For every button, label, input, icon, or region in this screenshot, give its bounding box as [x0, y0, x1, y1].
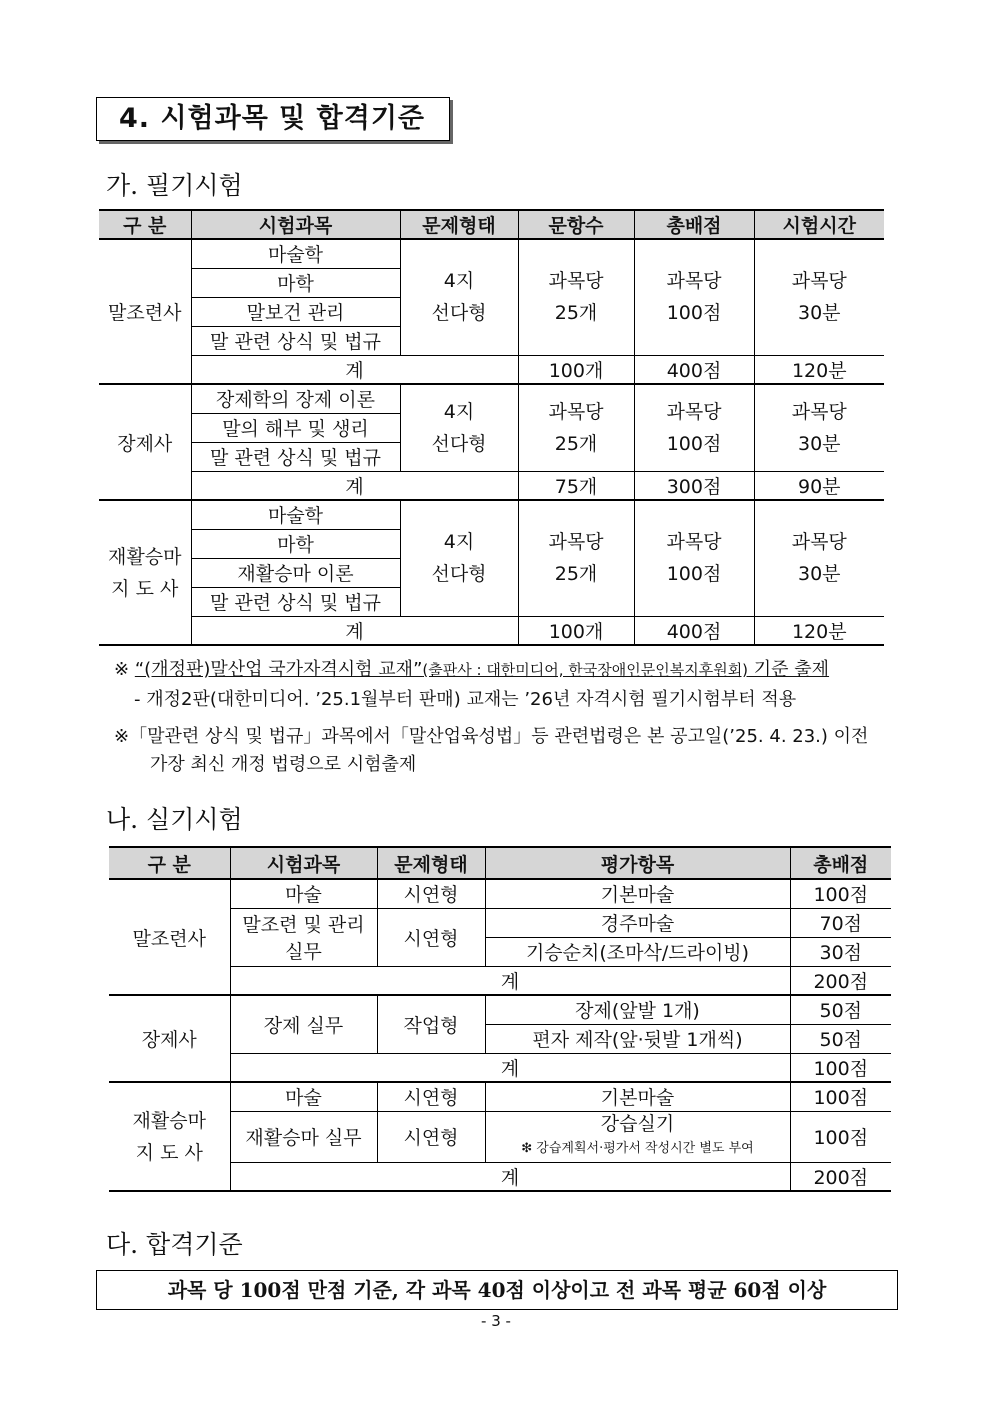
subject-cell: 재활승마 이론 — [191, 558, 400, 587]
note-revision: - 개정2판(대한미디어. ’25.1월부터 판매) 교재는 ’26년 자격시험 필기시험부터 적용 — [134, 689, 797, 710]
subject-cell: 마학 — [191, 529, 400, 558]
score-cell: 70점 — [790, 908, 891, 937]
score-cell: 100점 — [790, 879, 891, 908]
item-cell: 기본마술 — [485, 879, 790, 908]
pass-criteria-box: 과목 당 100점 만점 기준, 각 과목 40점 이상이고 전 과목 평균 60점 이상 — [96, 1270, 898, 1310]
note-textbook: ※ “(개정판)말산업 국가자격시험 교재”(출판사 : 대한미디어, 한국장애인문인복지후원회) 기준 출제 — [114, 659, 830, 680]
format-cell: 시연형 — [377, 1111, 485, 1162]
total-count: 75개 — [518, 471, 634, 500]
item-cell: 기본마술 — [485, 1082, 790, 1111]
category-cell: 말조련사 — [99, 239, 191, 384]
time-cell: 과목당 30분 — [754, 384, 884, 471]
subject-cell: 말 관련 상식 및 법규 — [191, 587, 400, 616]
header-category: 구 분 — [99, 210, 191, 239]
subject-cell: 말조련 및 관리 실무 — [230, 908, 377, 966]
category-cell: 말조련사 — [109, 879, 230, 995]
score-cell: 50점 — [790, 995, 891, 1024]
written-exam-table — [99, 209, 884, 646]
pass-heading: 다. 합격기준 — [106, 1230, 243, 1259]
total-time: 120분 — [754, 355, 884, 384]
format-cell: 시연형 — [377, 879, 485, 908]
header-category: 구 분 — [109, 847, 230, 879]
count-cell: 과목당 25개 — [518, 384, 634, 471]
score-cell: 100점 — [790, 1111, 891, 1162]
header-subject: 시험과목 — [230, 847, 377, 879]
total-score: 200점 — [790, 966, 891, 995]
subject-cell: 말의 해부 및 생리 — [191, 413, 400, 442]
section-title: 4. 시험과목 및 합격기준 — [96, 97, 450, 141]
format-cell: 4지 선다형 — [400, 239, 518, 355]
header-item: 평가항목 — [485, 847, 790, 879]
header-score: 총배점 — [634, 210, 754, 239]
format-cell: 4지 선다형 — [400, 384, 518, 471]
subject-cell: 재활승마 실무 — [230, 1111, 377, 1162]
subject-cell: 마술 — [230, 879, 377, 908]
total-count: 100개 — [518, 616, 634, 645]
score-cell: 과목당 100점 — [634, 500, 754, 616]
score-cell: 30점 — [790, 937, 891, 966]
subject-cell: 말 관련 상식 및 법규 — [191, 326, 400, 355]
practical-exam-table — [109, 846, 891, 1192]
format-cell: 시연형 — [377, 1082, 485, 1111]
total-score: 400점 — [634, 616, 754, 645]
category-cell: 장제사 — [109, 995, 230, 1082]
item-cell: 편자 제작(앞·뒷발 1개씩) — [485, 1024, 790, 1053]
total-label: 계 — [230, 1053, 790, 1082]
category-cell: 장제사 — [99, 384, 191, 500]
written-heading: 가. 필기시험 — [106, 171, 243, 200]
time-cell: 과목당 30분 — [754, 239, 884, 355]
score-cell: 과목당 100점 — [634, 384, 754, 471]
item-cell: 장제(앞발 1개) — [485, 995, 790, 1024]
header-score: 총배점 — [790, 847, 891, 879]
total-label: 계 — [191, 355, 518, 384]
header-time: 시험시간 — [754, 210, 884, 239]
subject-cell: 마학 — [191, 268, 400, 297]
score-cell: 과목당 100점 — [634, 239, 754, 355]
item-cell: 경주마술 — [485, 908, 790, 937]
total-count: 100개 — [518, 355, 634, 384]
subject-cell: 장제 실무 — [230, 995, 377, 1053]
note-law: ※「말관련 상식 및 법규」과목에서「말산업육성법」등 관련법령은 본 공고일(’25. 4. 23.) 이전 — [114, 726, 869, 747]
category-cell: 재활승마 지 도 사 — [109, 1082, 230, 1191]
total-label: 계 — [230, 966, 790, 995]
header-count: 문항수 — [518, 210, 634, 239]
total-label: 계 — [230, 1162, 790, 1191]
subject-cell: 마술학 — [191, 500, 400, 529]
header-format: 문제형태 — [400, 210, 518, 239]
total-score: 200점 — [790, 1162, 891, 1191]
format-cell: 4지 선다형 — [400, 500, 518, 616]
page-number: - 3 - — [481, 1312, 511, 1330]
subject-cell: 마술 — [230, 1082, 377, 1111]
score-cell: 100점 — [790, 1082, 891, 1111]
total-score: 100점 — [790, 1053, 891, 1082]
subject-cell: 말 관련 상식 및 법규 — [191, 442, 400, 471]
total-score: 300점 — [634, 471, 754, 500]
subject-cell: 장제학의 장제 이론 — [191, 384, 400, 413]
header-format: 문제형태 — [377, 847, 485, 879]
total-time: 90분 — [754, 471, 884, 500]
total-label: 계 — [191, 616, 518, 645]
format-cell: 시연형 — [377, 908, 485, 966]
count-cell: 과목당 25개 — [518, 500, 634, 616]
category-cell: 재활승마 지 도 사 — [99, 500, 191, 645]
score-cell: 50점 — [790, 1024, 891, 1053]
total-time: 120분 — [754, 616, 884, 645]
note-law-cont: 가장 최신 개정 법령으로 시험출제 — [150, 754, 417, 775]
item-cell: 기승순치(조마삭/드라이빙) — [485, 937, 790, 966]
subject-cell: 말보건 관리 — [191, 297, 400, 326]
total-score: 400점 — [634, 355, 754, 384]
item-cell: 강습실기 ❇ 강습계획서·평가서 작성시간 별도 부여 — [485, 1111, 790, 1162]
practical-heading: 나. 실기시험 — [106, 805, 243, 834]
total-label: 계 — [191, 471, 518, 500]
item-note: ❇ 강습계획서·평가서 작성시간 별도 부여 — [521, 1141, 754, 1156]
time-cell: 과목당 30분 — [754, 500, 884, 616]
subject-cell: 마술학 — [191, 239, 400, 268]
count-cell: 과목당 25개 — [518, 239, 634, 355]
header-subject: 시험과목 — [191, 210, 400, 239]
format-cell: 작업형 — [377, 995, 485, 1053]
